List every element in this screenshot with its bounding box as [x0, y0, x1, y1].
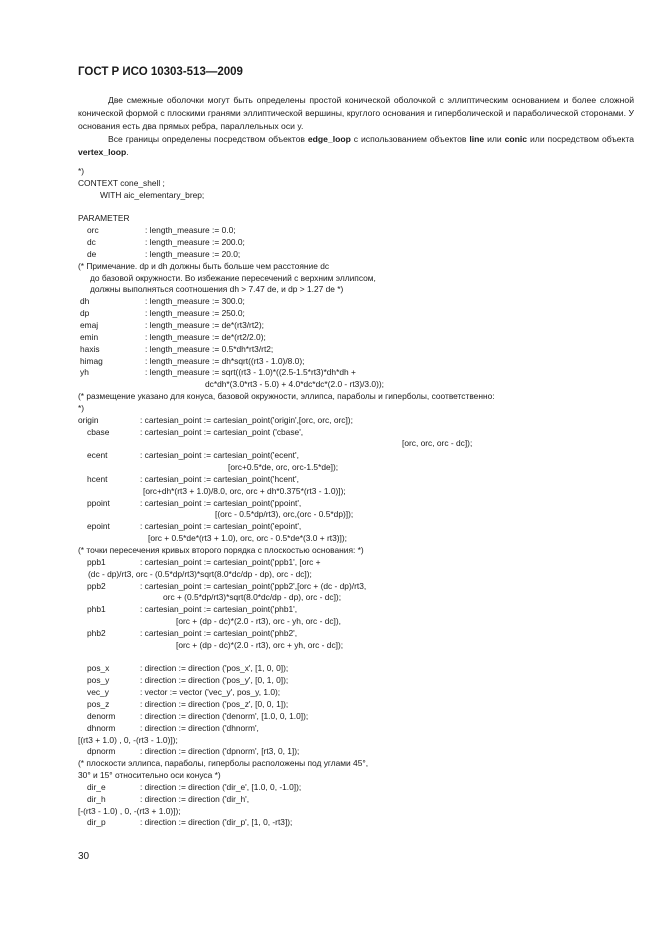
parameter-definition: : cartesian_point := cartesian_point('phb1', [140, 604, 298, 615]
parameter-name: dir_h [87, 793, 106, 804]
code-text: WITH aic_elementary_brep; [100, 189, 205, 200]
parameter-name: pos_x [87, 663, 110, 674]
code-line [0, 367, 661, 379]
parameter-definition: : direction := direction ('pos_x', [1, 0, 0]); [140, 663, 289, 674]
parameter-definition: : length_measure := 0.0; [145, 225, 236, 236]
code-text: (* точки пересечения кривых второго порядка с плоскостью основания: *) [78, 545, 364, 555]
code-line [0, 427, 661, 439]
parameter-definition: : direction := direction ('dhnorm', [140, 722, 259, 733]
parameter-definition: : direction := direction ('pos_z', [0, 0, 1]); [140, 698, 289, 709]
parameter-name: epoint [87, 521, 110, 532]
code-line [0, 687, 661, 699]
code-line [0, 462, 661, 474]
code-text: до базовой окружности. Во избежание пересечений с верхним эллипсом, [90, 272, 376, 283]
code-line [0, 356, 661, 368]
parameter-definition: : cartesian_point := cartesian_point('origin',[orc, orc, orc]); [140, 414, 353, 425]
code-text: [orc+0.5*de, orc, orc-1.5*de]); [228, 462, 339, 473]
code-line [0, 746, 661, 758]
code-line [0, 533, 661, 545]
code-line [0, 640, 661, 652]
term-edge-loop: edge_loop [307, 134, 351, 144]
code-line [0, 391, 661, 403]
parameter-definition: : cartesian_point := cartesian_point ('cbase', [140, 426, 304, 437]
parameter-name: denorm [87, 710, 116, 721]
code-text: PARAMETER [78, 213, 130, 224]
parameter-definition: : cartesian_point := cartesian_point('ecent', [140, 450, 299, 461]
parameter-definition: : cartesian_point := cartesian_point('hcent', [140, 473, 299, 484]
code-line [0, 332, 661, 344]
code-line [0, 782, 661, 794]
code-line [0, 284, 661, 296]
code-line [0, 817, 661, 829]
code-line [0, 581, 661, 593]
standard-header: ГОСТ Р ИСО 10303-513—2009 [78, 66, 243, 78]
text: Все границы определены посредством объектов [108, 134, 308, 144]
parameter-name: emaj [80, 319, 99, 330]
parameter-name: yh [80, 367, 89, 378]
code-text: CONTEXT cone_shell ; [78, 177, 165, 188]
parameter-definition: : cartesian_point := cartesian_point('ppb2',[orc + (dc - dp)/rt3, [140, 580, 367, 591]
parameter-name: dp [80, 308, 90, 319]
code-line [0, 403, 661, 415]
code-line [0, 592, 661, 604]
code-line [0, 178, 661, 190]
code-text: [-(rt3 - 1.0) , 0, -(rt3 + 1.0)]); [78, 805, 181, 816]
text: с использованием объектов [350, 134, 470, 144]
code-text: [orc + (dp - dc)*(2.0 - rt3), orc - yh, orc - dc]), [176, 616, 341, 627]
parameter-definition: : direction := direction ('dir_h', [140, 793, 250, 804]
code-text: (* плоскости эллипса, параболы, гиперболы расположены под углами 45°, [78, 758, 369, 769]
code-text: (* размещение указано для конуса, базовой окружности, эллипса, параболы и гиперболы, соответственно: [78, 391, 495, 402]
parameter-name: dir_e [87, 781, 106, 792]
code-text: [orc+dh*(rt3 + 1.0)/8.0, orc, orc + dh*0.375*(rt3 - 1.0)]); [143, 485, 346, 496]
parameter-definition: : direction := direction ('dir_p', [1, 0, -rt3]); [140, 817, 293, 828]
code-line [0, 308, 661, 320]
code-text: orc + (0.5*dp/rt3)*sqrt(8.0*dc/dp - dp), orc - dc]); [163, 592, 342, 603]
code-line [0, 675, 661, 687]
code-line [0, 225, 661, 237]
code-line [0, 770, 661, 782]
term-conic: conic [504, 134, 528, 144]
parameter-name: orc [87, 225, 99, 236]
parameter-definition: : length_measure := 20.0; [145, 248, 241, 259]
code-line [0, 569, 661, 581]
code-line [0, 273, 661, 285]
code-text: (* Примечание. dp и dh должны быть больше чем расстояние dc [78, 260, 330, 271]
parameter-definition: : length_measure := de*(rt3/rt2); [145, 319, 264, 330]
parameter-definition: : direction := direction ('pos_y', [0, 1, 0]); [140, 675, 289, 686]
code-line [0, 486, 661, 498]
parameter-name: himag [80, 355, 103, 366]
parameter-name: hcent [87, 473, 108, 484]
term-line: line [469, 134, 485, 144]
code-line [0, 711, 661, 723]
code-line [0, 237, 661, 249]
text: или [484, 134, 505, 144]
code-line [0, 213, 661, 225]
paragraph-description: Две смежные оболочки могут быть определены простой конической оболочкой с эллиптическим основанием и более сложной конической формой с плоскими гранями эллиптической вершины, круглого основания и гиперболической и параболической сторонами. У основания есть два прямых ребра, параллельных оси y. [78, 95, 634, 131]
code-line [0, 498, 661, 510]
parameter-definition: : direction := direction ('dpnorm', [rt3, 0, 1]); [140, 746, 300, 757]
code-text: [(rt3 + 1.0) , 0, -(rt3 - 1.0)]); [78, 734, 178, 745]
term-vertex-loop: vertex_loop [78, 147, 127, 157]
parameter-definition: : vector := vector ('vec_y', pos_y, 1.0); [140, 687, 281, 698]
parameter-name: dhnorm [87, 722, 116, 733]
code-line [0, 296, 661, 308]
code-line [0, 758, 661, 770]
blank-line [0, 202, 661, 214]
parameter-name: pos_z [87, 698, 110, 709]
text: . [126, 147, 129, 157]
code-line [0, 616, 661, 628]
code-line [0, 663, 661, 675]
code-text: должны выполняться соотношения dh > 7.47 de, и dp > 1.27 de *) [90, 284, 344, 295]
code-text: 30° и 15° относительно оси конуса *) [78, 770, 221, 781]
code-text: [(orc - 0.5*dp/rt3), orc,(orc - 0.5*dp)]); [215, 509, 354, 520]
code-line [0, 557, 661, 569]
code-line [0, 249, 661, 261]
code-line [0, 320, 661, 332]
code-line [0, 190, 661, 202]
parameter-name: haxis [80, 343, 100, 354]
code-line [0, 545, 661, 557]
code-text: dc*dh*(3.0*rt3 - 5.0) + 4.0*dc*dc*(2.0 - rt3)/3.0)); [205, 379, 384, 390]
parameter-name: origin [78, 414, 99, 425]
code-line [0, 723, 661, 735]
parameter-definition: : cartesian_point := cartesian_point('ppb1', [orc + [140, 556, 321, 567]
parameter-name: phb2 [87, 627, 106, 638]
code-line [0, 379, 661, 391]
page-number: 30 [78, 851, 90, 862]
code-text: [orc, orc, orc - dc]); [402, 438, 473, 449]
express-code-listing [0, 166, 661, 829]
parameter-name: dc [87, 237, 96, 248]
blank-line [0, 652, 661, 664]
code-line [0, 604, 661, 616]
parameter-name: phb1 [87, 604, 106, 615]
parameter-definition: : length_measure := 0.5*dh*rt3/rt2; [145, 343, 274, 354]
code-text: [orc + (dp - dc)*(2.0 - rt3), orc + yh, orc - dc]); [176, 639, 344, 650]
code-line [0, 344, 661, 356]
code-line [0, 474, 661, 486]
parameter-definition: : length_measure := sqrt((rt3 - 1.0)*((2.5-1.5*rt3)*dh*dh + [145, 367, 356, 378]
parameter-definition: : length_measure := 250.0; [145, 308, 245, 319]
code-line [0, 438, 661, 450]
code-line [0, 166, 661, 178]
code-line [0, 628, 661, 640]
parameter-name: ecent [87, 450, 108, 461]
paragraph-boundaries [78, 133, 634, 159]
parameter-definition: : length_measure := de*(rt2/2.0); [145, 331, 266, 342]
parameter-name: vec_y [87, 687, 109, 698]
code-line [0, 699, 661, 711]
parameter-definition: : cartesian_point := cartesian_point('epoint', [140, 521, 302, 532]
code-text: (dc - dp)/rt3, orc - (0.5*dp/rt3)*sqrt(8.0*dc/dp - dp), orc - dc]); [88, 568, 312, 579]
parameter-name: de [87, 248, 97, 259]
code-line [0, 415, 661, 427]
code-line [0, 794, 661, 806]
code-line [0, 806, 661, 818]
code-text: *) [78, 166, 85, 176]
code-text: *) [78, 402, 85, 413]
parameter-name: dir_p [87, 817, 106, 828]
parameter-name: dh [80, 296, 90, 307]
parameter-name: ppoint [87, 497, 110, 508]
parameter-name: dpnorm [87, 746, 116, 757]
parameter-definition: : cartesian_point := cartesian_point('phb2', [140, 627, 298, 638]
parameter-definition: : direction := direction ('dir_e', [1.0, 0, -1.0]); [140, 781, 302, 792]
code-text: [orc + 0.5*de*(rt3 + 1.0), orc, orc - 0.5*de*(3.0 + rt3)]); [148, 533, 347, 544]
text: или посредством объекта [527, 134, 635, 144]
parameter-definition: : cartesian_point := cartesian_point('ppoint', [140, 497, 302, 508]
parameter-name: emin [80, 331, 99, 342]
code-line [0, 509, 661, 521]
parameter-definition: : length_measure := 200.0; [145, 237, 245, 248]
parameter-name: ppb2 [87, 580, 106, 591]
code-line [0, 521, 661, 533]
code-line [0, 735, 661, 747]
parameter-definition: : length_measure := dh*sqrt((rt3 - 1.0)/8.0); [145, 355, 305, 366]
code-line [0, 450, 661, 462]
parameter-name: pos_y [87, 675, 110, 686]
code-line [0, 261, 661, 273]
parameter-name: cbase [87, 426, 110, 437]
parameter-definition: : direction := direction ('denorm', [1.0, 0, 1.0]); [140, 710, 309, 721]
parameter-name: ppb1 [87, 556, 106, 567]
parameter-definition: : length_measure := 300.0; [145, 296, 245, 307]
